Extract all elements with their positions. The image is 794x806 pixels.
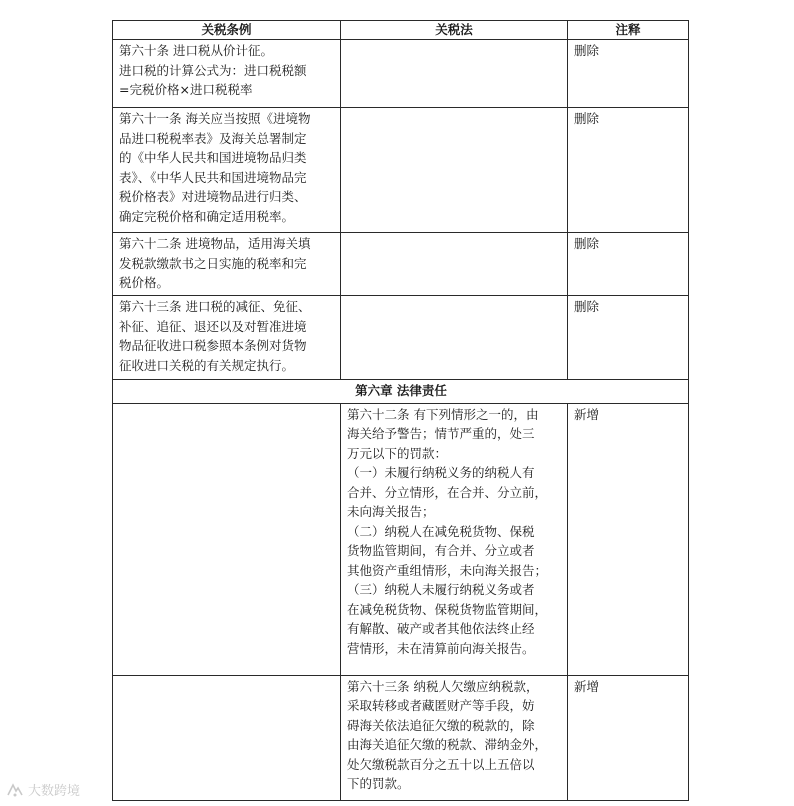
law-cell [341, 40, 568, 108]
table-row [113, 675, 689, 800]
table-row [113, 296, 689, 380]
note-cell: 新增 [568, 403, 689, 675]
brand-logo-icon [6, 782, 24, 798]
regulation-cell [113, 233, 341, 296]
header-note: 注释 [568, 21, 689, 40]
text-line: 第六十二条 进境物品，适用海关填 [119, 236, 311, 251]
text-line: 营情形，未在清算前向海关报告。 [347, 640, 535, 656]
chapter-heading: 第六章 法律责任 [113, 380, 689, 404]
text-line: 物品征收进口税参照本条例对货物 [119, 338, 307, 353]
text-line: 处欠缴税款百分之五十以上五倍以 [347, 756, 535, 772]
law-cell [341, 108, 568, 233]
text-line: （二）纳税人在减免税货物、保税 [347, 523, 535, 539]
regulation-cell [113, 108, 341, 233]
text-line: （一）未履行纳税义务的纳税人有 [347, 465, 535, 480]
text-line: 第六十条 进口税从价计征。 [119, 43, 273, 58]
text-line: 进口税的计算公式为：进口税税额 [119, 62, 307, 78]
text-line: 万元以下的罚款： [347, 445, 448, 461]
text-line: 税价格。 [119, 275, 170, 290]
regulation-cell [113, 675, 341, 800]
law-cell [341, 296, 568, 380]
law-cell [341, 403, 568, 675]
note-cell: 删除 [568, 108, 689, 233]
text-line: 表》、《中华人民共和国进境物品完 [119, 169, 307, 185]
note-cell: 删除 [568, 233, 689, 296]
text-line: 下的罚款。 [347, 776, 410, 791]
table-row [113, 403, 689, 675]
regulation-cell [113, 403, 341, 675]
law-cell [341, 233, 568, 296]
text-line: 采取转移或者藏匿财产等手段，妨 [347, 698, 535, 713]
text-line: 合并、分立情形，在合并、分立前， [347, 484, 548, 500]
document-page [112, 20, 688, 801]
text-line: 品进口税税率表》及海关总署制定 [119, 130, 307, 146]
text-line: 发税款缴款书之日实施的税率和完 [119, 255, 307, 271]
law-cell [341, 675, 568, 800]
text-line: =完税价格×进口税税率 [119, 82, 253, 97]
text-line: 货物监管期间，有合并、分立或者 [347, 543, 535, 558]
regulation-cell [113, 296, 341, 380]
watermark [6, 780, 80, 799]
note-cell: 新增 [568, 675, 689, 800]
header-law: 关税法 [341, 21, 568, 40]
text-line: 第六十一条 海关应当按照《进境物 [119, 111, 311, 126]
comparison-table [112, 20, 689, 801]
text-line: 税价格表》对进境物品进行归类、 [119, 189, 307, 204]
table-header-row [113, 21, 689, 40]
table-row [113, 233, 689, 296]
text-line: 第六十二条 有下列情形之一的，由 [347, 406, 539, 422]
text-line: 由海关追征欠缴的税款、滞纳金外， [347, 737, 548, 752]
text-line: 确定完税价格和确定适用税率。 [119, 208, 295, 224]
note-cell: 删除 [568, 40, 689, 108]
watermark-text: 大数跨境 [28, 784, 81, 799]
text-line: 在减免税货物、保税货物监管期间， [347, 601, 548, 617]
table-row [113, 108, 689, 233]
text-line: 第六十三条 进口税的减征、免征、 [119, 299, 311, 314]
text-line: 碍海关依法追征欠缴的税款的，除 [347, 717, 535, 733]
text-line: 未向海关报告； [347, 504, 435, 519]
text-line: （三）纳税人未履行纳税义务或者 [347, 582, 535, 597]
text-line: 的《中华人民共和国进境物品归类 [119, 150, 307, 165]
text-line: 海关给予警告；情节严重的，处三 [347, 426, 535, 441]
text-line: 有解散、破产或者其他依法终止经 [347, 621, 535, 636]
text-line: 补征、追征、退还以及对暂准进境 [119, 318, 307, 334]
text-line: 征收进口关税的有关规定执行。 [119, 357, 295, 373]
chapter-row [113, 380, 689, 404]
text-line: 其他资产重组情形，未向海关报告； [347, 562, 548, 578]
text-line: 第六十三条 纳税人欠缴应纳税款， [347, 678, 539, 694]
table-row [113, 40, 689, 108]
regulation-cell [113, 40, 341, 108]
header-regulation: 关税条例 [113, 21, 341, 40]
note-cell: 删除 [568, 296, 689, 380]
